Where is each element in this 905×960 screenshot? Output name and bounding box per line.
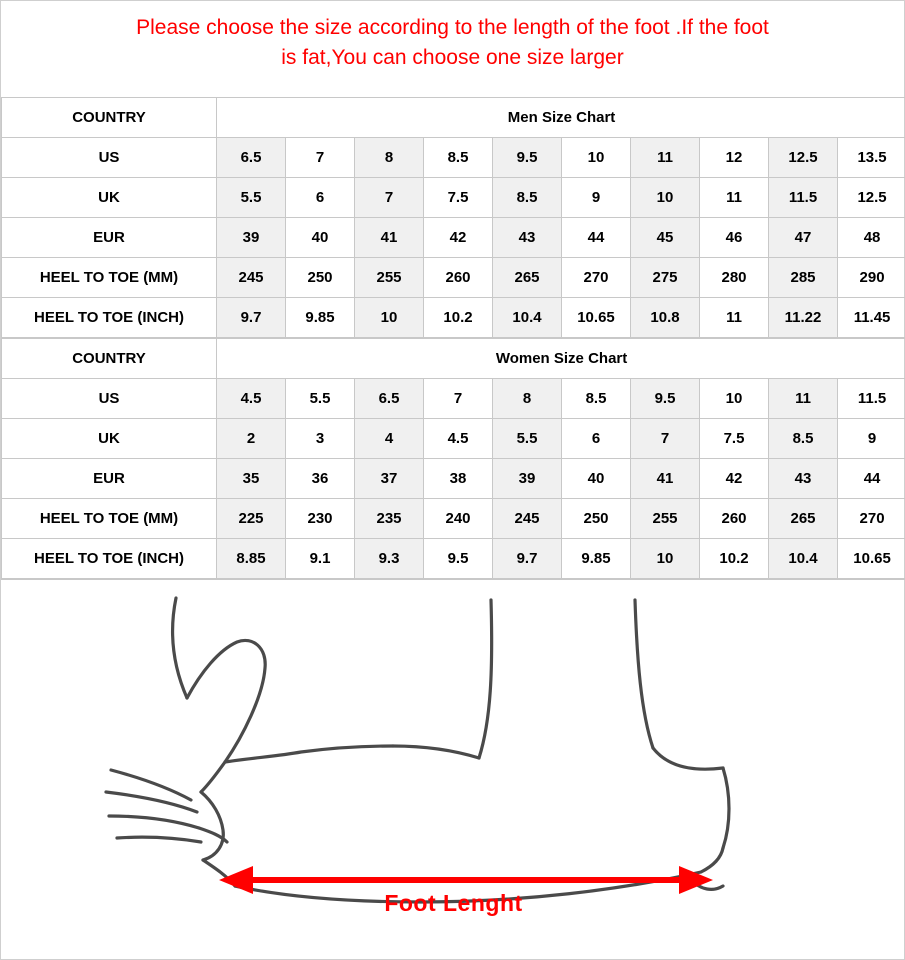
men-row-label-us: US — [2, 138, 217, 178]
table-cell: 2 — [217, 419, 286, 459]
table-cell: 245 — [217, 258, 286, 298]
table-row — [2, 539, 905, 579]
table-cell: 8.5 — [424, 138, 493, 178]
table-cell: 5.5 — [493, 419, 562, 459]
table-cell: 9.7 — [217, 298, 286, 338]
table-cell: 9.5 — [424, 539, 493, 579]
table-cell: 12 — [700, 138, 769, 178]
table-cell: 12.5 — [838, 178, 905, 218]
table-cell: 250 — [286, 258, 355, 298]
table-cell: 7 — [355, 178, 424, 218]
table-cell: 235 — [355, 499, 424, 539]
women-size-table — [1, 338, 905, 579]
women-row-label-eur: EUR — [2, 459, 217, 499]
table-row — [2, 138, 905, 178]
table-cell: 7 — [286, 138, 355, 178]
table-cell: 43 — [493, 218, 562, 258]
men-chart-title: Men Size Chart — [217, 98, 905, 138]
table-cell: 11.45 — [838, 298, 905, 338]
table-cell: 9.1 — [286, 539, 355, 579]
table-cell: 255 — [355, 258, 424, 298]
table-cell: 12.5 — [769, 138, 838, 178]
table-cell: 10 — [355, 298, 424, 338]
men-size-table — [1, 97, 905, 338]
table-cell: 10.4 — [493, 298, 562, 338]
table-cell: 10 — [700, 379, 769, 419]
table-cell: 10.4 — [769, 539, 838, 579]
table-cell: 44 — [562, 218, 631, 258]
table-cell: 260 — [700, 499, 769, 539]
table-cell: 6 — [562, 419, 631, 459]
table-cell: 4.5 — [424, 419, 493, 459]
table-cell: 9.3 — [355, 539, 424, 579]
table-cell: 6.5 — [217, 138, 286, 178]
table-cell: 9 — [562, 178, 631, 218]
size-notice-line-2: is fat,You can choose one size larger — [281, 46, 624, 69]
table-cell: 250 — [562, 499, 631, 539]
table-cell: 8.85 — [217, 539, 286, 579]
men-country-label: COUNTRY — [2, 98, 217, 138]
table-cell: 6.5 — [355, 379, 424, 419]
table-row — [2, 258, 905, 298]
table-cell: 40 — [286, 218, 355, 258]
table-cell: 46 — [700, 218, 769, 258]
table-cell: 8 — [493, 379, 562, 419]
table-cell: 35 — [217, 459, 286, 499]
men-row-label-heel-mm: HEEL TO TOE (MM) — [2, 258, 217, 298]
table-cell: 4 — [355, 419, 424, 459]
table-cell: 45 — [631, 218, 700, 258]
women-row-label-heel-inch: HEEL TO TOE (INCH) — [2, 539, 217, 579]
table-row — [2, 339, 905, 379]
table-cell: 240 — [424, 499, 493, 539]
table-cell: 44 — [838, 459, 905, 499]
women-row-label-us: US — [2, 379, 217, 419]
women-chart-title: Women Size Chart — [217, 339, 905, 379]
table-cell: 10 — [631, 178, 700, 218]
table-cell: 7.5 — [424, 178, 493, 218]
table-cell: 41 — [355, 218, 424, 258]
women-row-label-uk: UK — [2, 419, 217, 459]
table-cell: 7 — [631, 419, 700, 459]
table-cell: 4.5 — [217, 379, 286, 419]
table-row — [2, 178, 905, 218]
size-notice-line-1: Please choose the size according to the length of the foot .If the foot — [136, 16, 769, 39]
table-cell: 9.85 — [286, 298, 355, 338]
table-cell: 38 — [424, 459, 493, 499]
table-cell: 9.5 — [631, 379, 700, 419]
table-row — [2, 459, 905, 499]
table-cell: 11 — [700, 298, 769, 338]
women-country-label: COUNTRY — [2, 339, 217, 379]
table-cell: 8.5 — [769, 419, 838, 459]
table-cell: 36 — [286, 459, 355, 499]
table-cell: 280 — [700, 258, 769, 298]
table-cell: 10.65 — [838, 539, 905, 579]
table-row — [2, 298, 905, 338]
table-cell: 245 — [493, 499, 562, 539]
table-cell: 42 — [424, 218, 493, 258]
table-cell: 10.65 — [562, 298, 631, 338]
foot-sketch-icon — [1, 580, 905, 930]
table-cell: 7.5 — [700, 419, 769, 459]
table-cell: 42 — [700, 459, 769, 499]
table-cell: 6 — [286, 178, 355, 218]
table-cell: 37 — [355, 459, 424, 499]
table-cell: 10.2 — [700, 539, 769, 579]
table-cell: 10.8 — [631, 298, 700, 338]
table-cell: 260 — [424, 258, 493, 298]
table-row — [2, 379, 905, 419]
table-row — [2, 419, 905, 459]
table-cell: 43 — [769, 459, 838, 499]
table-cell: 48 — [838, 218, 905, 258]
foot-length-caption: Foot Lenght — [384, 890, 523, 916]
table-cell: 290 — [838, 258, 905, 298]
table-cell: 5.5 — [217, 178, 286, 218]
table-cell: 11.5 — [838, 379, 905, 419]
table-cell: 11 — [631, 138, 700, 178]
table-cell: 10 — [562, 138, 631, 178]
table-row — [2, 218, 905, 258]
table-cell: 3 — [286, 419, 355, 459]
table-row — [2, 98, 905, 138]
table-cell: 225 — [217, 499, 286, 539]
table-cell: 39 — [493, 459, 562, 499]
table-cell: 265 — [769, 499, 838, 539]
table-cell: 9.5 — [493, 138, 562, 178]
table-cell: 8 — [355, 138, 424, 178]
table-cell: 265 — [493, 258, 562, 298]
table-cell: 10.2 — [424, 298, 493, 338]
table-cell: 11.5 — [769, 178, 838, 218]
size-notice — [1, 1, 904, 97]
table-cell: 9 — [838, 419, 905, 459]
table-cell: 11 — [700, 178, 769, 218]
table-cell: 39 — [217, 218, 286, 258]
men-row-label-uk: UK — [2, 178, 217, 218]
table-cell: 285 — [769, 258, 838, 298]
foot-length-diagram — [1, 579, 905, 931]
table-cell: 13.5 — [838, 138, 905, 178]
table-cell: 255 — [631, 499, 700, 539]
table-cell: 8.5 — [493, 178, 562, 218]
women-row-label-heel-mm: HEEL TO TOE (MM) — [2, 499, 217, 539]
table-cell: 230 — [286, 499, 355, 539]
table-row — [2, 499, 905, 539]
table-cell: 270 — [838, 499, 905, 539]
men-row-label-eur: EUR — [2, 218, 217, 258]
table-cell: 9.85 — [562, 539, 631, 579]
table-cell: 7 — [424, 379, 493, 419]
table-cell: 9.7 — [493, 539, 562, 579]
table-cell: 11.22 — [769, 298, 838, 338]
table-cell: 270 — [562, 258, 631, 298]
table-cell: 40 — [562, 459, 631, 499]
table-cell: 5.5 — [286, 379, 355, 419]
table-cell: 8.5 — [562, 379, 631, 419]
table-cell: 275 — [631, 258, 700, 298]
men-row-label-heel-inch: HEEL TO TOE (INCH) — [2, 298, 217, 338]
table-cell: 47 — [769, 218, 838, 258]
table-cell: 11 — [769, 379, 838, 419]
table-cell: 10 — [631, 539, 700, 579]
table-cell: 41 — [631, 459, 700, 499]
